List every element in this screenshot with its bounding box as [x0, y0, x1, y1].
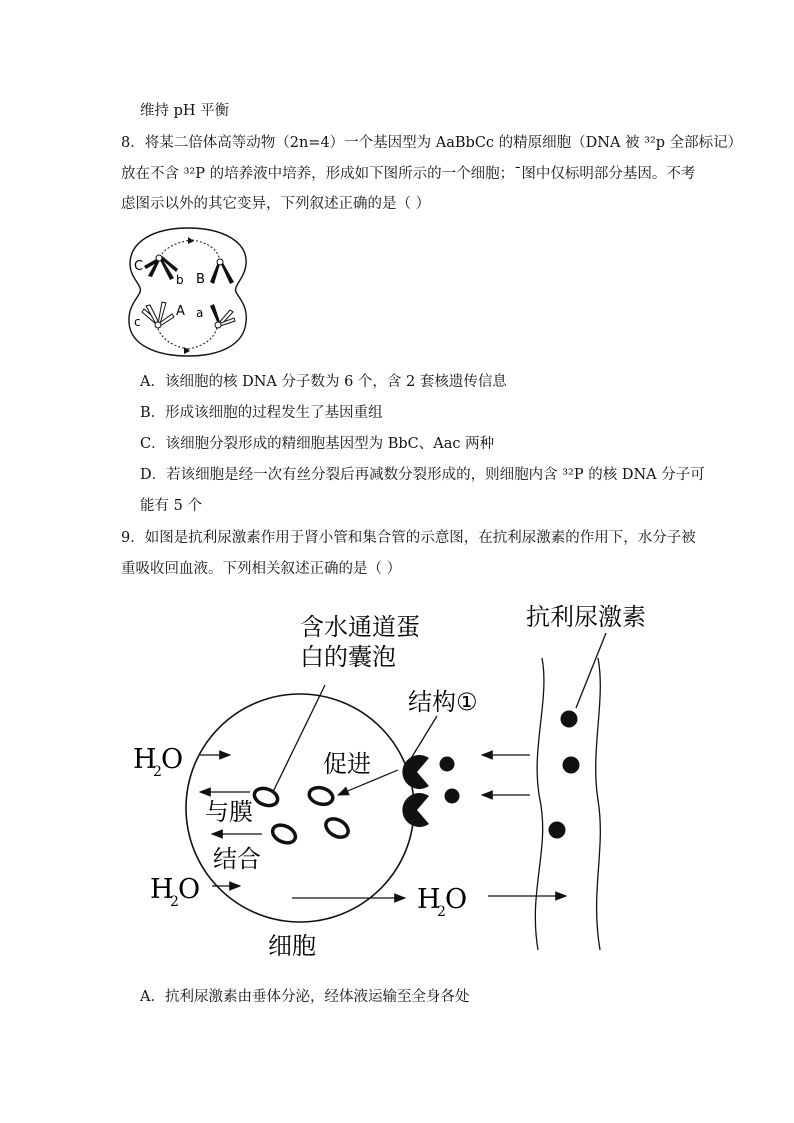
- vesicle-label-line-2: 白的囊泡: [300, 643, 396, 671]
- vesicle-label-line-1: 含水通道蛋: [300, 613, 420, 641]
- aquaporin-vesicle: [270, 822, 299, 847]
- chromosome-lower-right: [210, 304, 235, 328]
- chromosome-upper-left: [144, 255, 178, 280]
- gene-label-c: c: [134, 315, 141, 329]
- q8-cell-diagram: [118, 222, 258, 362]
- promote-label: 促进: [323, 750, 371, 778]
- q8-stem-line-1: 8．将某二倍体高等动物（2n=4）一个基因型为 AaBbCc 的精原细胞（DNA 被 ³²p 全部标记）: [121, 135, 743, 151]
- adh-molecule: [561, 711, 578, 728]
- adh-molecule: [549, 822, 566, 839]
- adh-molecule: [440, 757, 455, 772]
- q8-stem-line-2: 放在不含 ³²P 的培养液中培养，形成如下图所示的一个细胞；ˉ图中仅标明部分基因。不考: [121, 166, 696, 182]
- cell-label: 细胞: [268, 932, 316, 960]
- centriole-top: [188, 237, 194, 244]
- receptor-2: [402, 793, 429, 827]
- gene-label-A: A: [176, 304, 185, 319]
- hormone-label: 抗利尿激素: [526, 603, 646, 631]
- aquaporin-vesicle: [252, 785, 280, 808]
- svg-text:2: 2: [437, 904, 446, 920]
- svg-text:2: 2: [153, 764, 162, 780]
- svg-text:2: 2: [170, 894, 179, 910]
- q8-option-d-line-1[interactable]: D．若该细胞是经一次有丝分裂后再减数分裂形成的，则细胞内含 ³²P 的核 DNA 分子可: [140, 467, 705, 483]
- svg-text:H: H: [150, 874, 174, 905]
- chromosome-upper-right: [210, 259, 234, 284]
- aquaporin-vesicle: [307, 785, 334, 807]
- svg-text:H: H: [417, 884, 441, 915]
- gene-label-a: a: [196, 306, 204, 320]
- water-label: [133, 744, 183, 780]
- q8-option-a[interactable]: A．该细胞的核 DNA 分子数为 6 个，含 2 套核遗传信息: [140, 374, 507, 390]
- q8-cell-division-figure: [118, 222, 258, 362]
- spindle-fiber: [188, 322, 218, 349]
- gene-label-B: B: [196, 272, 205, 287]
- pointer-structure: [410, 716, 437, 760]
- svg-text:O: O: [178, 874, 201, 905]
- adh-molecule: [445, 789, 460, 804]
- spindle-fiber: [192, 240, 220, 262]
- gene-label-C: C: [134, 259, 144, 274]
- membrane-fusion-label-1: 与膜: [205, 798, 253, 826]
- water-label: [417, 884, 467, 920]
- water-label: [150, 874, 200, 910]
- q9-stem-line-2: 重吸收回血液。下列相关叙述正确的是（ ）: [121, 561, 402, 577]
- receptor-1: [402, 755, 429, 789]
- vessel-left-wall: [535, 658, 544, 950]
- q9-option-a[interactable]: A．抗利尿激素由垂体分泌，经体液运输至全身各处: [140, 989, 470, 1005]
- aquaporin-vesicle: [323, 815, 352, 841]
- vessel-right-wall: [596, 658, 601, 950]
- q8-option-d-line-2[interactable]: 能有 5 个: [140, 498, 202, 514]
- pointer-hormone: [576, 633, 606, 708]
- cell-membrane: [129, 228, 246, 356]
- svg-text:O: O: [161, 744, 184, 775]
- structure-label: 结构①: [408, 688, 478, 716]
- adh-molecule: [563, 757, 580, 774]
- q8-option-c[interactable]: C．该细胞分裂形成的精细胞基因型为 BbC、Aac 两种: [140, 436, 495, 452]
- q9-diagram: [0, 590, 794, 970]
- previous-option-tail: 维持 pH 平衡: [140, 103, 230, 119]
- q9-stem-line-1: 9．如图是抗利尿激素作用于肾小管和集合管的示意图，在抗利尿激素的作用下，水分子被: [121, 530, 696, 546]
- chromosome-lower-left: [142, 302, 174, 328]
- centriole-bottom: [184, 347, 190, 354]
- svg-text:H: H: [133, 744, 157, 775]
- q8-stem-line-3: 虑图示以外的其它变异，下列叙述正确的是（ ）: [121, 196, 431, 212]
- membrane-fusion-label-2: 结合: [213, 845, 261, 873]
- svg-text:O: O: [445, 884, 468, 915]
- q8-option-b[interactable]: B．形成该细胞的过程发生了基因重组: [140, 405, 383, 421]
- q9-adh-figure: [0, 590, 794, 970]
- pointer-vesicle: [272, 685, 325, 794]
- gene-label-b: b: [176, 273, 184, 287]
